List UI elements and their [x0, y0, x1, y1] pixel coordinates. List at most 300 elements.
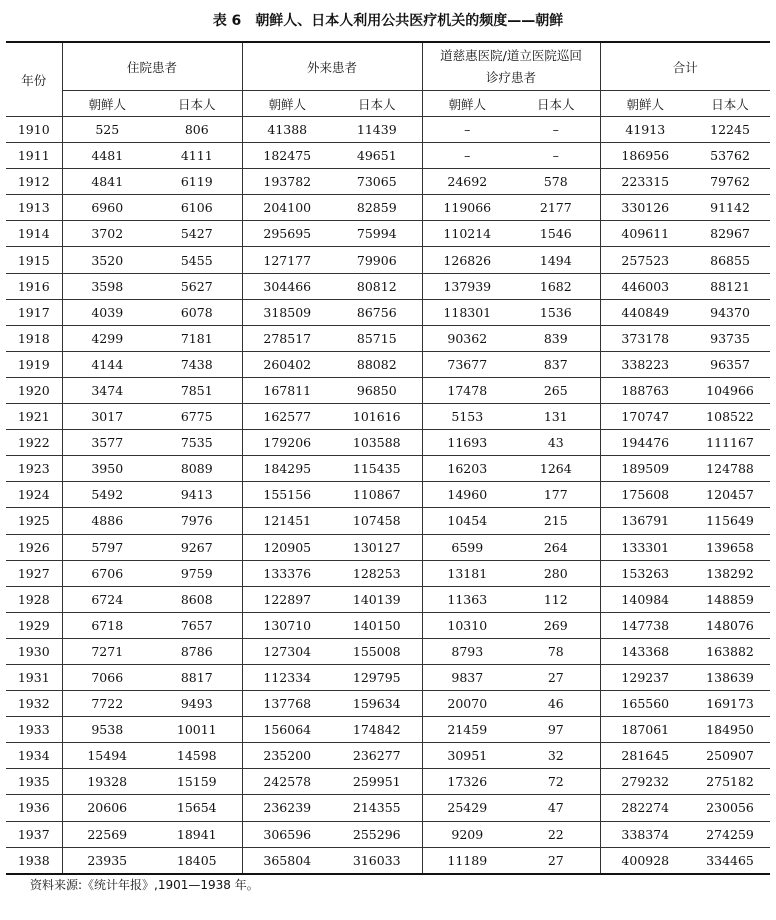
- value-cell: 90362: [422, 325, 512, 351]
- value-cell: 78: [512, 638, 600, 664]
- value-cell: 75994: [332, 221, 422, 247]
- value-cell: 86756: [332, 299, 422, 325]
- table-row: [6, 482, 770, 508]
- year-cell: 1931: [6, 664, 62, 690]
- value-cell: 96850: [332, 377, 422, 403]
- value-cell: 20070: [422, 691, 512, 717]
- value-cell: 137768: [242, 691, 332, 717]
- year-cell: 1912: [6, 169, 62, 195]
- value-cell: 110214: [422, 221, 512, 247]
- value-cell: 255296: [332, 821, 422, 847]
- value-cell: 837: [512, 351, 600, 377]
- value-cell: 129237: [600, 664, 690, 690]
- value-cell: 130127: [332, 534, 422, 560]
- year-cell: 1926: [6, 534, 62, 560]
- value-cell: 259951: [332, 769, 422, 795]
- value-cell: 187061: [600, 717, 690, 743]
- value-cell: 6119: [152, 169, 242, 195]
- value-cell: 257523: [600, 247, 690, 273]
- value-cell: 12245: [690, 117, 770, 143]
- subheader-korean: 朝鲜人: [62, 91, 152, 117]
- value-cell: 6960: [62, 195, 152, 221]
- year-cell: 1933: [6, 717, 62, 743]
- value-cell: 127304: [242, 638, 332, 664]
- table-row: [6, 299, 770, 325]
- table-row: [6, 691, 770, 717]
- value-cell: 11439: [332, 117, 422, 143]
- value-cell: 177: [512, 482, 600, 508]
- value-cell: 7851: [152, 377, 242, 403]
- value-cell: 186956: [600, 143, 690, 169]
- value-cell: 159634: [332, 691, 422, 717]
- value-cell: 136791: [600, 508, 690, 534]
- table-row: [6, 638, 770, 664]
- value-cell: 9837: [422, 664, 512, 690]
- value-cell: 18941: [152, 821, 242, 847]
- subheader-japanese: 日本人: [358, 96, 396, 112]
- value-cell: –: [512, 143, 600, 169]
- year-cell: 1922: [6, 430, 62, 456]
- value-cell: 127177: [242, 247, 332, 273]
- value-cell: 110867: [332, 482, 422, 508]
- value-cell: 131: [512, 404, 600, 430]
- value-cell: 79906: [332, 247, 422, 273]
- data-table: [6, 41, 770, 875]
- value-cell: 72: [512, 769, 600, 795]
- value-cell: 147738: [600, 612, 690, 638]
- value-cell: 115649: [690, 508, 770, 534]
- table-header: [6, 42, 770, 117]
- value-cell: 1264: [512, 456, 600, 482]
- header-outpatient: 外来患者: [242, 42, 422, 91]
- subheader-japanese: 日本人: [711, 96, 749, 112]
- value-cell: 17326: [422, 769, 512, 795]
- value-cell: 5153: [422, 404, 512, 430]
- value-cell: 22569: [62, 821, 152, 847]
- value-cell: 330126: [600, 195, 690, 221]
- value-cell: 167811: [242, 377, 332, 403]
- year-cell: 1930: [6, 638, 62, 664]
- value-cell: 128253: [332, 560, 422, 586]
- value-cell: 156064: [242, 717, 332, 743]
- value-cell: 9267: [152, 534, 242, 560]
- value-cell: 304466: [242, 273, 332, 299]
- value-cell: 120457: [690, 482, 770, 508]
- table-row: [6, 821, 770, 847]
- value-cell: 27: [512, 847, 600, 874]
- table-row: [6, 847, 770, 874]
- table-row: [6, 508, 770, 534]
- value-cell: 174842: [332, 717, 422, 743]
- value-cell: 11189: [422, 847, 512, 874]
- table-caption: 朝鲜人、日本人利用公共医疗机关的频度——朝鲜: [255, 13, 564, 29]
- table-row: [6, 612, 770, 638]
- value-cell: 440849: [600, 299, 690, 325]
- value-cell: 7271: [62, 638, 152, 664]
- table-row: [6, 664, 770, 690]
- table-row: [6, 221, 770, 247]
- table-row: [6, 586, 770, 612]
- value-cell: 175608: [600, 482, 690, 508]
- value-cell: 91142: [690, 195, 770, 221]
- value-cell: 6106: [152, 195, 242, 221]
- value-cell: 806: [152, 117, 242, 143]
- value-cell: 409611: [600, 221, 690, 247]
- value-cell: 3702: [62, 221, 152, 247]
- value-cell: 6706: [62, 560, 152, 586]
- value-cell: 21459: [422, 717, 512, 743]
- table-row: [6, 169, 770, 195]
- value-cell: 5455: [152, 247, 242, 273]
- value-cell: 839: [512, 325, 600, 351]
- value-cell: 235200: [242, 743, 332, 769]
- value-cell: 4111: [152, 143, 242, 169]
- value-cell: 1682: [512, 273, 600, 299]
- value-cell: 318509: [242, 299, 332, 325]
- year-cell: 1924: [6, 482, 62, 508]
- value-cell: 119066: [422, 195, 512, 221]
- value-cell: 9493: [152, 691, 242, 717]
- year-cell: 1918: [6, 325, 62, 351]
- value-cell: 446003: [600, 273, 690, 299]
- value-cell: 179206: [242, 430, 332, 456]
- year-cell: 1935: [6, 769, 62, 795]
- value-cell: 30951: [422, 743, 512, 769]
- year-cell: 1917: [6, 299, 62, 325]
- value-cell: 112: [512, 586, 600, 612]
- value-cell: 6724: [62, 586, 152, 612]
- value-cell: 148076: [690, 612, 770, 638]
- value-cell: 3598: [62, 273, 152, 299]
- value-cell: 53762: [690, 143, 770, 169]
- header-circuit-clinic-label: 道慈惠医院/道立医院巡回诊疗患者: [440, 47, 582, 85]
- table-number: 表 6: [212, 13, 242, 29]
- value-cell: 282274: [600, 795, 690, 821]
- table-row: [6, 325, 770, 351]
- value-cell: 107458: [332, 508, 422, 534]
- value-cell: 8608: [152, 586, 242, 612]
- value-cell: 400928: [600, 847, 690, 874]
- value-cell: 7657: [152, 612, 242, 638]
- header-inpatient: 住院患者: [62, 42, 242, 91]
- value-cell: 215: [512, 508, 600, 534]
- value-cell: 4144: [62, 351, 152, 377]
- year-cell: 1937: [6, 821, 62, 847]
- value-cell: 10310: [422, 612, 512, 638]
- table-row: [6, 351, 770, 377]
- table-body: [6, 117, 770, 874]
- year-cell: 1910: [6, 117, 62, 143]
- value-cell: 1546: [512, 221, 600, 247]
- source-note: 资料来源:《统计年报》,1901—1938 年。: [30, 878, 259, 892]
- value-cell: 3950: [62, 456, 152, 482]
- value-cell: 16203: [422, 456, 512, 482]
- year-cell: 1915: [6, 247, 62, 273]
- value-cell: 11363: [422, 586, 512, 612]
- table-title: [0, 10, 776, 32]
- value-cell: 25429: [422, 795, 512, 821]
- value-cell: 122897: [242, 586, 332, 612]
- value-cell: 8817: [152, 664, 242, 690]
- value-cell: 9209: [422, 821, 512, 847]
- year-cell: 1921: [6, 404, 62, 430]
- value-cell: 96357: [690, 351, 770, 377]
- value-cell: 41388: [242, 117, 332, 143]
- value-cell: 108522: [690, 404, 770, 430]
- value-cell: 115435: [332, 456, 422, 482]
- value-cell: 193782: [242, 169, 332, 195]
- table-row: [6, 247, 770, 273]
- value-cell: 43: [512, 430, 600, 456]
- header-year: 年份: [6, 42, 62, 117]
- value-cell: 138292: [690, 560, 770, 586]
- value-cell: 4039: [62, 299, 152, 325]
- value-cell: 295695: [242, 221, 332, 247]
- value-cell: 73677: [422, 351, 512, 377]
- value-cell: 104966: [690, 377, 770, 403]
- value-cell: 32: [512, 743, 600, 769]
- value-cell: 103588: [332, 430, 422, 456]
- value-cell: 165560: [600, 691, 690, 717]
- subheader-japanese: 日本人: [537, 96, 575, 112]
- subheader-korean: 朝鲜人: [242, 91, 332, 117]
- value-cell: 9538: [62, 717, 152, 743]
- value-cell: 184950: [690, 717, 770, 743]
- value-cell: 139658: [690, 534, 770, 560]
- year-cell: 1927: [6, 560, 62, 586]
- value-cell: 140150: [332, 612, 422, 638]
- value-cell: –: [512, 117, 600, 143]
- value-cell: 279232: [600, 769, 690, 795]
- value-cell: 4886: [62, 508, 152, 534]
- value-cell: 334465: [690, 847, 770, 874]
- value-cell: 46: [512, 691, 600, 717]
- table-row: [6, 377, 770, 403]
- value-cell: 14960: [422, 482, 512, 508]
- value-cell: 94370: [690, 299, 770, 325]
- table-row: [6, 117, 770, 143]
- table-row: [6, 534, 770, 560]
- value-cell: 7722: [62, 691, 152, 717]
- value-cell: 8793: [422, 638, 512, 664]
- value-cell: 4481: [62, 143, 152, 169]
- year-cell: 1919: [6, 351, 62, 377]
- value-cell: 2177: [512, 195, 600, 221]
- year-cell: 1934: [6, 743, 62, 769]
- value-cell: 148859: [690, 586, 770, 612]
- value-cell: –: [422, 117, 512, 143]
- subheader-korean: 朝鲜人: [600, 91, 690, 117]
- value-cell: 126826: [422, 247, 512, 273]
- subheader-korean: 朝鲜人: [422, 91, 512, 117]
- value-cell: 373178: [600, 325, 690, 351]
- value-cell: 140139: [332, 586, 422, 612]
- value-cell: 8089: [152, 456, 242, 482]
- value-cell: 230056: [690, 795, 770, 821]
- value-cell: 236277: [332, 743, 422, 769]
- value-cell: 189509: [600, 456, 690, 482]
- table-row: [6, 404, 770, 430]
- value-cell: 15494: [62, 743, 152, 769]
- year-cell: 1938: [6, 847, 62, 874]
- value-cell: 82967: [690, 221, 770, 247]
- value-cell: 280: [512, 560, 600, 586]
- value-cell: 129795: [332, 664, 422, 690]
- value-cell: 8786: [152, 638, 242, 664]
- value-cell: 143368: [600, 638, 690, 664]
- value-cell: 182475: [242, 143, 332, 169]
- value-cell: 153263: [600, 560, 690, 586]
- header-circuit-clinic: [422, 42, 600, 91]
- value-cell: 86855: [690, 247, 770, 273]
- value-cell: 10454: [422, 508, 512, 534]
- value-cell: 79762: [690, 169, 770, 195]
- value-cell: 133376: [242, 560, 332, 586]
- value-cell: 170747: [600, 404, 690, 430]
- value-cell: 194476: [600, 430, 690, 456]
- value-cell: 9413: [152, 482, 242, 508]
- value-cell: 5627: [152, 273, 242, 299]
- value-cell: 97: [512, 717, 600, 743]
- value-cell: 204100: [242, 195, 332, 221]
- year-cell: 1920: [6, 377, 62, 403]
- value-cell: 7438: [152, 351, 242, 377]
- value-cell: 5797: [62, 534, 152, 560]
- table-row: [6, 743, 770, 769]
- value-cell: 223315: [600, 169, 690, 195]
- value-cell: 19328: [62, 769, 152, 795]
- value-cell: 7181: [152, 325, 242, 351]
- value-cell: 112334: [242, 664, 332, 690]
- value-cell: 365804: [242, 847, 332, 874]
- year-cell: 1936: [6, 795, 62, 821]
- year-cell: 1914: [6, 221, 62, 247]
- value-cell: 121451: [242, 508, 332, 534]
- value-cell: 3474: [62, 377, 152, 403]
- table-row: [6, 273, 770, 299]
- year-cell: 1925: [6, 508, 62, 534]
- value-cell: 15159: [152, 769, 242, 795]
- value-cell: 11693: [422, 430, 512, 456]
- value-cell: 306596: [242, 821, 332, 847]
- value-cell: 49651: [332, 143, 422, 169]
- table-row: [6, 430, 770, 456]
- value-cell: 133301: [600, 534, 690, 560]
- value-cell: 5427: [152, 221, 242, 247]
- table-row: [6, 456, 770, 482]
- table-row: [6, 717, 770, 743]
- table-row: [6, 143, 770, 169]
- table-row: [6, 195, 770, 221]
- value-cell: 20606: [62, 795, 152, 821]
- value-cell: 120905: [242, 534, 332, 560]
- value-cell: 18405: [152, 847, 242, 874]
- value-cell: 4299: [62, 325, 152, 351]
- value-cell: 80812: [332, 273, 422, 299]
- value-cell: 578: [512, 169, 600, 195]
- value-cell: 155008: [332, 638, 422, 664]
- value-cell: 24692: [422, 169, 512, 195]
- value-cell: 3577: [62, 430, 152, 456]
- value-cell: 169173: [690, 691, 770, 717]
- value-cell: 6718: [62, 612, 152, 638]
- value-cell: 525: [62, 117, 152, 143]
- value-cell: 269: [512, 612, 600, 638]
- value-cell: 264: [512, 534, 600, 560]
- value-cell: 1536: [512, 299, 600, 325]
- value-cell: 101616: [332, 404, 422, 430]
- value-cell: 7976: [152, 508, 242, 534]
- value-cell: 7066: [62, 664, 152, 690]
- value-cell: 3520: [62, 247, 152, 273]
- value-cell: 27: [512, 664, 600, 690]
- value-cell: 6599: [422, 534, 512, 560]
- value-cell: 1494: [512, 247, 600, 273]
- value-cell: 15654: [152, 795, 242, 821]
- value-cell: 130710: [242, 612, 332, 638]
- value-cell: 47: [512, 795, 600, 821]
- value-cell: 188763: [600, 377, 690, 403]
- year-cell: 1916: [6, 273, 62, 299]
- year-cell: 1928: [6, 586, 62, 612]
- value-cell: 88082: [332, 351, 422, 377]
- value-cell: 7535: [152, 430, 242, 456]
- value-cell: 137939: [422, 273, 512, 299]
- value-cell: 278517: [242, 325, 332, 351]
- year-cell: 1932: [6, 691, 62, 717]
- value-cell: 17478: [422, 377, 512, 403]
- year-cell: 1923: [6, 456, 62, 482]
- value-cell: 265: [512, 377, 600, 403]
- year-cell: 1911: [6, 143, 62, 169]
- value-cell: 85715: [332, 325, 422, 351]
- value-cell: 111167: [690, 430, 770, 456]
- value-cell: 3017: [62, 404, 152, 430]
- value-cell: 275182: [690, 769, 770, 795]
- value-cell: 155156: [242, 482, 332, 508]
- value-cell: 124788: [690, 456, 770, 482]
- value-cell: 140984: [600, 586, 690, 612]
- subheader-japanese: 日本人: [178, 96, 216, 112]
- value-cell: 338374: [600, 821, 690, 847]
- table-row: [6, 560, 770, 586]
- value-cell: 6775: [152, 404, 242, 430]
- value-cell: 82859: [332, 195, 422, 221]
- value-cell: 242578: [242, 769, 332, 795]
- value-cell: 236239: [242, 795, 332, 821]
- table-row: [6, 795, 770, 821]
- value-cell: 93735: [690, 325, 770, 351]
- value-cell: 88121: [690, 273, 770, 299]
- value-cell: 14598: [152, 743, 242, 769]
- value-cell: 274259: [690, 821, 770, 847]
- value-cell: 316033: [332, 847, 422, 874]
- header-total: 合计: [600, 42, 770, 91]
- value-cell: 163882: [690, 638, 770, 664]
- value-cell: 214355: [332, 795, 422, 821]
- value-cell: 23935: [62, 847, 152, 874]
- value-cell: 138639: [690, 664, 770, 690]
- value-cell: 250907: [690, 743, 770, 769]
- value-cell: 13181: [422, 560, 512, 586]
- value-cell: 184295: [242, 456, 332, 482]
- year-cell: 1913: [6, 195, 62, 221]
- value-cell: 10011: [152, 717, 242, 743]
- value-cell: 73065: [332, 169, 422, 195]
- value-cell: 5492: [62, 482, 152, 508]
- value-cell: 6078: [152, 299, 242, 325]
- value-cell: 162577: [242, 404, 332, 430]
